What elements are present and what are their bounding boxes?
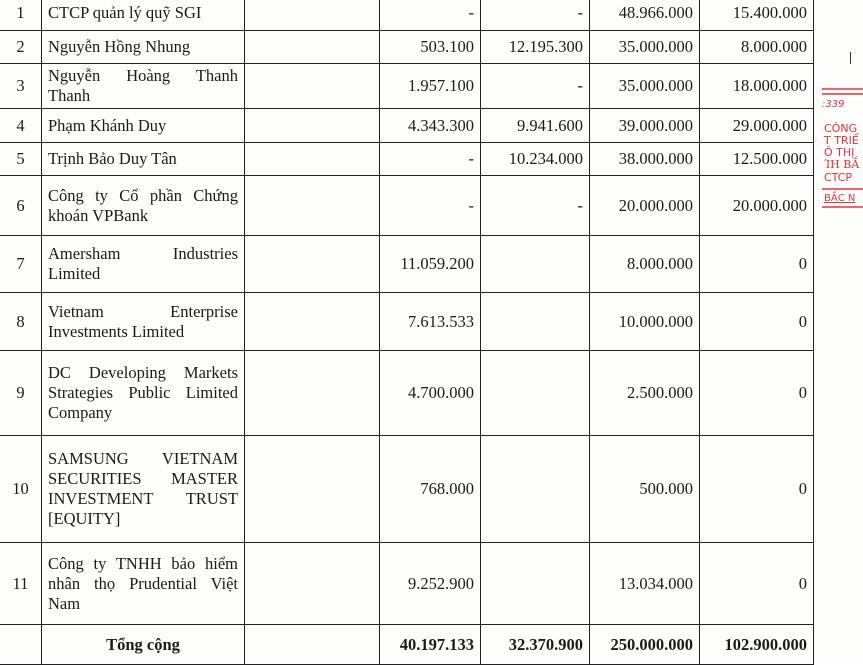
value-col-a: - — [380, 143, 481, 176]
row-number: 7 — [0, 236, 42, 293]
stamp-text: CTCP — [824, 171, 853, 184]
shareholder-name: Vietnam Enterprise Investments Limited — [42, 293, 245, 351]
row-number: 6 — [0, 176, 42, 236]
empty-cell — [245, 64, 380, 109]
value-col-a: 4.343.300 — [380, 109, 481, 143]
value-col-a: 11.059.200 — [380, 236, 481, 293]
value-col-b — [481, 293, 590, 351]
empty-cell — [245, 436, 380, 543]
value-col-d: 8.000.000 — [700, 31, 814, 64]
total-label: Tổng cộng — [42, 625, 245, 665]
shareholder-name: Nguyễn Hồng Nhung — [42, 31, 245, 64]
shareholder-name: SAMSUNG VIETNAM SECURITIES MASTER INVESTMENT TRUST [EQUITY] — [42, 436, 245, 543]
value-col-b — [481, 543, 590, 625]
row-number: 2 — [0, 31, 42, 64]
total-row-number — [0, 625, 42, 665]
row-number: 1 — [0, 0, 42, 31]
value-col-b — [481, 236, 590, 293]
empty-cell — [245, 351, 380, 436]
value-col-d: 0 — [700, 293, 814, 351]
empty-cell — [245, 31, 380, 64]
value-col-c: 13.034.000 — [590, 543, 700, 625]
table-row — [0, 176, 814, 236]
shareholder-name: DC Developing Markets Strategies Public Limited Company — [42, 351, 245, 436]
value-col-a: - — [380, 176, 481, 236]
value-col-d: 18.000.000 — [700, 64, 814, 109]
total-col-d: 102.900.000 — [700, 625, 814, 665]
value-col-b: 10.234.000 — [481, 143, 590, 176]
total-col-a: 40.197.133 — [380, 625, 481, 665]
stamp-code: :339 — [822, 99, 845, 110]
value-col-a: 1.957.100 — [380, 64, 481, 109]
value-col-d: 20.000.000 — [700, 176, 814, 236]
stamp-line — [822, 206, 863, 208]
value-col-c: 10.000.000 — [590, 293, 700, 351]
value-col-c: 38.000.000 — [590, 143, 700, 176]
value-col-b: - — [481, 0, 590, 31]
row-number: 11 — [0, 543, 42, 625]
shareholder-name: Phạm Khánh Duy — [42, 109, 245, 143]
empty-cell — [245, 625, 380, 665]
value-col-d: 0 — [700, 351, 814, 436]
shareholder-name: Nguyễn Hoàng Thanh Thanh — [42, 64, 245, 109]
empty-cell — [245, 109, 380, 143]
stamp-line — [822, 188, 863, 190]
value-col-a: - — [380, 0, 481, 31]
table-row — [0, 351, 814, 436]
empty-cell — [245, 543, 380, 625]
total-col-c: 250.000.000 — [590, 625, 700, 665]
row-number: 10 — [0, 436, 42, 543]
value-col-c: 8.000.000 — [590, 236, 700, 293]
value-col-a: 768.000 — [380, 436, 481, 543]
value-col-d: 15.400.000 — [700, 0, 814, 31]
table-row — [0, 236, 814, 293]
value-col-d: 0 — [700, 236, 814, 293]
table-row — [0, 543, 814, 625]
value-col-a: 4.700.000 — [380, 351, 481, 436]
table-row — [0, 109, 814, 143]
value-col-a: 503.100 — [380, 31, 481, 64]
empty-cell — [245, 143, 380, 176]
value-col-c: 500.000 — [590, 436, 700, 543]
value-col-d: 0 — [700, 543, 814, 625]
value-col-b — [481, 351, 590, 436]
shareholder-name: Trịnh Bảo Duy Tân — [42, 143, 245, 176]
value-col-c: 20.000.000 — [590, 176, 700, 236]
table-row — [0, 0, 814, 31]
row-number: 3 — [0, 64, 42, 109]
value-col-a: 7.613.533 — [380, 293, 481, 351]
value-col-b: - — [481, 64, 590, 109]
value-col-c: 39.000.000 — [590, 109, 700, 143]
table-row — [0, 31, 814, 64]
stamp-line — [822, 93, 863, 95]
value-col-c: 48.966.000 — [590, 0, 700, 31]
stamp-text: Ô THỊ — [824, 146, 855, 159]
row-number: 4 — [0, 109, 42, 143]
table-row — [0, 436, 814, 543]
total-col-b: 32.370.900 — [481, 625, 590, 665]
empty-cell — [245, 293, 380, 351]
value-col-d: 0 — [700, 436, 814, 543]
value-col-b: 12.195.300 — [481, 31, 590, 64]
value-col-c: 35.000.000 — [590, 31, 700, 64]
stamp-text: ΊH BẮ — [824, 158, 860, 171]
stamp-text: T TRIỂ — [824, 134, 859, 147]
value-col-c: 35.000.000 — [590, 64, 700, 109]
empty-cell — [245, 176, 380, 236]
value-col-c: 2.500.000 — [590, 351, 700, 436]
row-number: 5 — [0, 143, 42, 176]
shareholder-name: CTCP quản lý quỹ SGI — [42, 0, 245, 31]
stamp-text: CÔNG — [824, 122, 858, 135]
empty-cell — [245, 236, 380, 293]
value-col-d: 29.000.000 — [700, 109, 814, 143]
table-row — [0, 143, 814, 176]
value-col-a: 9.252.900 — [380, 543, 481, 625]
company-seal-stamp — [818, 82, 863, 262]
table-row — [0, 293, 814, 351]
value-col-d: 12.500.000 — [700, 143, 814, 176]
stamp-text: BẮC N — [824, 193, 856, 204]
row-number: 8 — [0, 293, 42, 351]
row-number: 9 — [0, 351, 42, 436]
shareholder-name: Amersham Industries Limited — [42, 236, 245, 293]
margin-mark — [850, 52, 851, 64]
value-col-b: 9.941.600 — [481, 109, 590, 143]
shareholder-name: Công ty TNHH bảo hiểm nhân thọ Prudential Việt Nam — [42, 543, 245, 625]
stamp-line — [822, 88, 863, 90]
empty-cell — [245, 0, 380, 31]
table-row — [0, 64, 814, 109]
value-col-b: - — [481, 176, 590, 236]
shareholder-name: Công ty Cổ phần Chứng khoán VPBank — [42, 176, 245, 236]
total-row — [0, 625, 814, 665]
value-col-b — [481, 436, 590, 543]
